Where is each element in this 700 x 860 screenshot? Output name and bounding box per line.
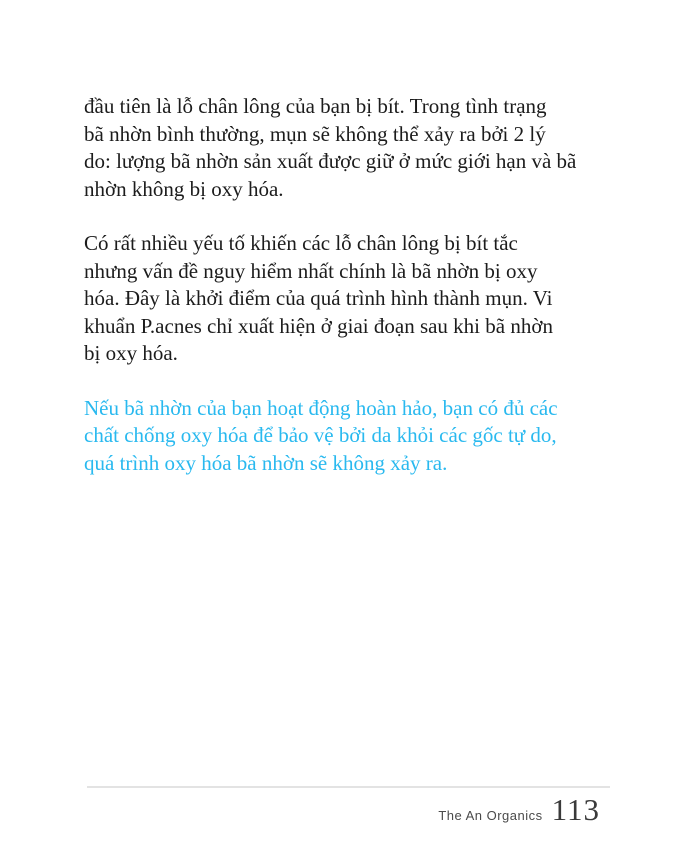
text-line: bị oxy hóa.	[84, 341, 178, 365]
page-footer	[438, 792, 600, 828]
brand-name: The An Organics	[438, 808, 543, 823]
text-line: Nếu bã nhờn của bạn hoạt động hoàn hảo, bạn có đủ các	[84, 395, 558, 420]
body-text	[84, 93, 629, 504]
text-line: khuẩn P.acnes chỉ xuất hiện ở giai đoạn sau khi bã nhờn	[84, 313, 553, 338]
text-line: do: lượng bã nhờn sản xuất được giữ ở mức giới hạn và bã	[84, 149, 577, 173]
text-line: đầu tiên là lỗ chân lông của bạn bị bít. Trong tình trạng	[84, 94, 547, 118]
text-line: nhưng vấn đề nguy hiểm nhất chính là bã nhờn bị oxy	[84, 258, 538, 283]
paragraph-2	[84, 230, 629, 368]
text-line: quá trình oxy hóa bã nhờn sẽ không xảy ra.	[84, 450, 448, 475]
text-line: hóa. Đây là khởi điểm của quá trình hình thành mụn. Vi	[84, 286, 553, 310]
text-line: bã nhờn bình thường, mụn sẽ không thể xảy ra bởi 2 lý	[84, 121, 546, 146]
paragraph-3-highlight	[84, 395, 629, 478]
text-line: chất chống oxy hóa để bảo vệ bởi da khỏi các gốc tự do,	[84, 423, 557, 447]
text-line: nhờn không bị oxy hóa.	[84, 176, 284, 201]
paragraph-1	[84, 93, 629, 203]
text-line: Có rất nhiều yếu tố khiến các lỗ chân lông bị bít tắc	[84, 231, 518, 255]
page-number: 113	[551, 792, 600, 827]
footer-divider	[87, 786, 610, 788]
